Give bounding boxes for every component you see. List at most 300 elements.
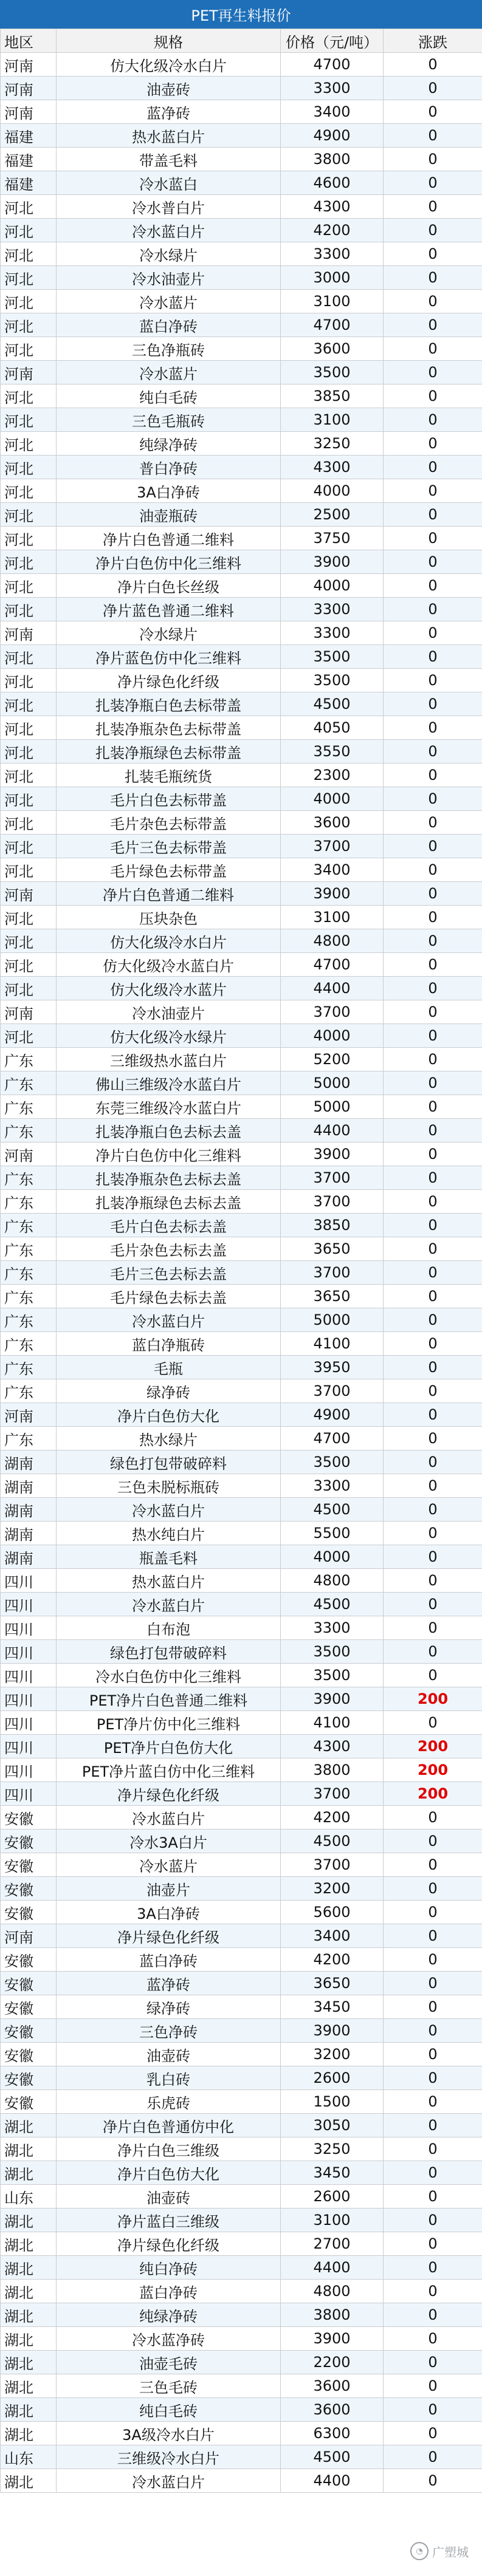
table-row (1, 53, 482, 77)
cell-spec: 扎装净瓶绿色去标去盖 (57, 1190, 281, 1214)
cell-region: 河南 (1, 1924, 57, 1948)
cell-price: 3850 (281, 384, 384, 408)
table-row (1, 645, 482, 669)
cell-region: 安徽 (1, 1806, 57, 1830)
cell-spec: 三维级热水蓝白片 (57, 1048, 281, 1071)
table-row (1, 882, 482, 906)
cell-price: 3600 (281, 2398, 384, 2422)
cell-region: 广东 (1, 1237, 57, 1261)
cell-spec: 三维级冷水白片 (57, 2445, 281, 2469)
table-row (1, 2445, 482, 2469)
cell-price: 2600 (281, 2066, 384, 2090)
cell-region: 河北 (1, 313, 57, 337)
cell-price: 4300 (281, 1735, 384, 1758)
cell-spec: 扎装净瓶绿色去标带盖 (57, 740, 281, 764)
cell-spec: 毛片杂色去标去盖 (57, 1237, 281, 1261)
cell-change: 0 (384, 2043, 482, 2066)
cell-region: 湖南 (1, 1498, 57, 1522)
cell-price: 3750 (281, 527, 384, 550)
cell-region: 安徽 (1, 1853, 57, 1877)
cell-price: 3250 (281, 2137, 384, 2161)
cell-change: 0 (384, 1048, 482, 1071)
cell-change: 0 (384, 1545, 482, 1569)
cell-price: 3900 (281, 882, 384, 906)
cell-price: 3400 (281, 1924, 384, 1948)
cell-region: 湖北 (1, 2137, 57, 2161)
table-row (1, 1995, 482, 2019)
table-row (1, 787, 482, 811)
cell-region: 河北 (1, 503, 57, 527)
table-row (1, 2374, 482, 2398)
cell-spec: 3A级冷水白片 (57, 2422, 281, 2445)
cell-region: 湖南 (1, 1522, 57, 1545)
cell-price: 4900 (281, 124, 384, 148)
table-row (1, 1000, 482, 1024)
cell-spec: 冷水蓝白片 (57, 1593, 281, 1616)
cell-change: 0 (384, 1498, 482, 1522)
cell-spec: 油壶瓶砖 (57, 503, 281, 527)
cell-region: 河北 (1, 953, 57, 977)
cell-change: 0 (384, 1450, 482, 1474)
cell-spec: 毛片白色去标去盖 (57, 1214, 281, 1237)
cell-spec: 瓶盖毛料 (57, 1545, 281, 1569)
table-row (1, 1616, 482, 1640)
cell-change: 0 (384, 2398, 482, 2422)
table-row (1, 953, 482, 977)
cell-spec: PET净片蓝白仿中化三维料 (57, 1758, 281, 1782)
cell-price: 3650 (281, 1237, 384, 1261)
cell-spec: 扎装净瓶白色去标带盖 (57, 692, 281, 716)
cell-price: 4400 (281, 1119, 384, 1143)
cell-change: 0 (384, 195, 482, 219)
cell-change: 0 (384, 692, 482, 716)
table-row (1, 2469, 482, 2493)
cell-spec: 油壶砖 (57, 77, 281, 100)
cell-price: 3300 (281, 1616, 384, 1640)
table-row (1, 432, 482, 456)
cell-region: 四川 (1, 1640, 57, 1664)
cell-change: 0 (384, 384, 482, 408)
cell-change: 0 (384, 313, 482, 337)
cell-price: 5000 (281, 1071, 384, 1095)
cell-change: 0 (384, 124, 482, 148)
cell-price: 4500 (281, 2445, 384, 2469)
cell-price: 3500 (281, 1640, 384, 1664)
cell-spec: 仿大化级冷水白片 (57, 53, 281, 77)
cell-spec: 油壶毛砖 (57, 2351, 281, 2374)
table-row (1, 456, 482, 479)
cell-change: 0 (384, 1948, 482, 1972)
cell-region: 安徽 (1, 1877, 57, 1901)
table-row (1, 171, 482, 195)
cell-spec: 蓝白净砖 (57, 313, 281, 337)
table-row (1, 1285, 482, 1308)
cell-price: 4500 (281, 1498, 384, 1522)
cell-price: 3900 (281, 1143, 384, 1166)
cell-price: 2600 (281, 2185, 384, 2209)
cell-region: 湖北 (1, 2256, 57, 2280)
cell-change: 0 (384, 2280, 482, 2303)
cell-price: 3100 (281, 906, 384, 929)
cell-spec: 扎装净瓶杂色去标去盖 (57, 1166, 281, 1190)
cell-change: 0 (384, 2114, 482, 2137)
table-row (1, 1332, 482, 1356)
cell-price: 4050 (281, 716, 384, 740)
cell-change: 0 (384, 1474, 482, 1498)
cell-region: 安徽 (1, 2043, 57, 2066)
cell-region: 安徽 (1, 1901, 57, 1924)
cell-spec: 冷水绿片 (57, 621, 281, 645)
table-row (1, 1806, 482, 1830)
cell-price: 4700 (281, 53, 384, 77)
cell-change: 0 (384, 2090, 482, 2114)
cell-region: 河南 (1, 361, 57, 384)
table-body (1, 53, 482, 2493)
cell-region: 广东 (1, 1119, 57, 1143)
cell-region: 广东 (1, 1048, 57, 1071)
cell-price: 3650 (281, 1972, 384, 1995)
table-row (1, 1071, 482, 1095)
cell-region: 湖北 (1, 2327, 57, 2351)
table-row (1, 1593, 482, 1616)
cell-region: 河北 (1, 456, 57, 479)
cell-spec: 纯白毛砖 (57, 384, 281, 408)
cell-spec: 冷水蓝白 (57, 171, 281, 195)
table-row (1, 1901, 482, 1924)
table-row (1, 1687, 482, 1711)
cell-spec: 冷水油壶片 (57, 266, 281, 290)
cell-region: 湖北 (1, 2374, 57, 2398)
cell-change: 0 (384, 1664, 482, 1687)
cell-price: 5000 (281, 1095, 384, 1119)
cell-region: 广东 (1, 1261, 57, 1285)
cell-price: 3200 (281, 2043, 384, 2066)
table-row (1, 1356, 482, 1379)
cell-price: 3900 (281, 2019, 384, 2043)
table-row (1, 2019, 482, 2043)
cell-region: 广东 (1, 1332, 57, 1356)
table-row (1, 1261, 482, 1285)
cell-region: 湖北 (1, 2114, 57, 2137)
cell-price: 3700 (281, 1782, 384, 1806)
table-row (1, 1024, 482, 1048)
cell-change: 0 (384, 645, 482, 669)
cell-spec: 蓝白净瓶砖 (57, 1332, 281, 1356)
cell-region: 河北 (1, 337, 57, 361)
cell-region: 河北 (1, 716, 57, 740)
cell-price: 3700 (281, 1853, 384, 1877)
cell-price: 4700 (281, 1427, 384, 1450)
cell-change: 0 (384, 1261, 482, 1285)
table-row (1, 1308, 482, 1332)
cell-spec: 蓝白净砖 (57, 1948, 281, 1972)
cell-change: 0 (384, 1214, 482, 1237)
cell-spec: 绿净砖 (57, 1379, 281, 1403)
cell-change: 0 (384, 1119, 482, 1143)
cell-change: 0 (384, 2066, 482, 2090)
table-row (1, 2043, 482, 2066)
cell-price: 4700 (281, 313, 384, 337)
cell-region: 四川 (1, 1735, 57, 1758)
cell-change: 0 (384, 1830, 482, 1853)
cell-spec: 冷水绿片 (57, 242, 281, 266)
cell-spec: 冷水蓝白片 (57, 219, 281, 242)
cell-price: 4200 (281, 1948, 384, 1972)
cell-change: 0 (384, 2351, 482, 2374)
table-row (1, 2161, 482, 2185)
cell-spec: 热水蓝白片 (57, 124, 281, 148)
table-row (1, 2137, 482, 2161)
table-row (1, 740, 482, 764)
cell-price: 3550 (281, 740, 384, 764)
cell-region: 河北 (1, 858, 57, 882)
cell-price: 3600 (281, 811, 384, 835)
cell-price: 3600 (281, 2374, 384, 2398)
cell-price: 5000 (281, 1308, 384, 1332)
table-row (1, 266, 482, 290)
cell-change: 0 (384, 1853, 482, 1877)
cell-change: 0 (384, 361, 482, 384)
cell-change: 0 (384, 408, 482, 432)
cell-region: 河北 (1, 527, 57, 550)
table-row (1, 242, 482, 266)
table-row (1, 2114, 482, 2137)
cell-region: 河北 (1, 598, 57, 621)
cell-spec: 绿净砖 (57, 1995, 281, 2019)
cell-change: 0 (384, 1000, 482, 1024)
cell-region: 四川 (1, 1569, 57, 1593)
cell-spec: 净片绿色化纤级 (57, 2232, 281, 2256)
cell-change: 0 (384, 1616, 482, 1640)
cell-price: 3100 (281, 290, 384, 313)
cell-price: 3300 (281, 1474, 384, 1498)
cell-change: 0 (384, 1332, 482, 1356)
table-row (1, 2232, 482, 2256)
cell-change: 0 (384, 621, 482, 645)
cell-change: 0 (384, 550, 482, 574)
cell-price: 4800 (281, 1569, 384, 1593)
cell-region: 广东 (1, 1379, 57, 1403)
header-change: 涨跌 (384, 29, 482, 53)
cell-change: 0 (384, 2303, 482, 2327)
cell-spec: 乳白砖 (57, 2066, 281, 2090)
cell-region: 河北 (1, 645, 57, 669)
table-row (1, 1214, 482, 1237)
cell-price: 3250 (281, 432, 384, 456)
cell-spec: 佛山三维级冷水蓝白片 (57, 1071, 281, 1095)
cell-price: 3700 (281, 1166, 384, 1190)
table-row (1, 2303, 482, 2327)
cell-region: 广东 (1, 1071, 57, 1095)
cell-region: 安徽 (1, 1995, 57, 2019)
table-row (1, 2422, 482, 2445)
table-row (1, 858, 482, 882)
cell-spec: 毛片三色去标去盖 (57, 1261, 281, 1285)
cell-region: 河北 (1, 242, 57, 266)
cell-change: 0 (384, 740, 482, 764)
cell-price: 3450 (281, 1995, 384, 2019)
table-row (1, 1403, 482, 1427)
cell-price: 4400 (281, 977, 384, 1000)
cell-spec: 蓝白净砖 (57, 2280, 281, 2303)
cell-spec: 毛片杂色去标带盖 (57, 811, 281, 835)
table-row (1, 1166, 482, 1190)
cell-price: 3900 (281, 2327, 384, 2351)
cell-price: 3700 (281, 1000, 384, 1024)
cell-region: 河南 (1, 882, 57, 906)
table-row (1, 124, 482, 148)
cell-region: 安徽 (1, 2090, 57, 2114)
table-row (1, 1640, 482, 1664)
cell-change: 0 (384, 2445, 482, 2469)
cell-price: 3400 (281, 100, 384, 124)
cell-spec: 扎装净瓶杂色去标带盖 (57, 716, 281, 740)
table-row (1, 1237, 482, 1261)
cell-price: 3850 (281, 1214, 384, 1237)
cell-region: 湖南 (1, 1450, 57, 1474)
table-row (1, 764, 482, 787)
cell-change: 0 (384, 2185, 482, 2209)
table-row (1, 2185, 482, 2209)
cell-change: 0 (384, 171, 482, 195)
cell-spec: 仿大化级冷水蓝白片 (57, 953, 281, 977)
cell-price: 3300 (281, 598, 384, 621)
cell-change: 0 (384, 1593, 482, 1616)
cell-price: 4500 (281, 1830, 384, 1853)
table-row (1, 929, 482, 953)
cell-change: 0 (384, 811, 482, 835)
cell-spec: 冷水3A白片 (57, 1830, 281, 1853)
cell-change: 0 (384, 527, 482, 550)
cell-price: 4300 (281, 456, 384, 479)
cell-price: 4600 (281, 171, 384, 195)
cell-spec: 净片绿色化纤级 (57, 1782, 281, 1806)
header-spec: 规格 (57, 29, 281, 53)
cell-price: 3500 (281, 1664, 384, 1687)
cell-change: 0 (384, 1379, 482, 1403)
table-row (1, 384, 482, 408)
cell-change: 0 (384, 1071, 482, 1095)
cell-region: 河北 (1, 479, 57, 503)
cell-change: 0 (384, 290, 482, 313)
table-row (1, 811, 482, 835)
cell-region: 河北 (1, 787, 57, 811)
cell-spec: 油壶片 (57, 1877, 281, 1901)
header-row (1, 29, 482, 53)
cell-spec: 净片白色仿中化三维料 (57, 550, 281, 574)
cell-region: 四川 (1, 1687, 57, 1711)
table-row (1, 2280, 482, 2303)
cell-change: 200 (384, 1687, 482, 1711)
cell-price: 3050 (281, 2114, 384, 2137)
chat-bubble-icon: ◔ (410, 2542, 429, 2560)
cell-change: 0 (384, 266, 482, 290)
table-row (1, 1711, 482, 1735)
cell-spec: 扎装净瓶白色去标去盖 (57, 1119, 281, 1143)
cell-region: 河北 (1, 219, 57, 242)
cell-price: 3600 (281, 337, 384, 361)
cell-region: 河南 (1, 53, 57, 77)
table-row (1, 716, 482, 740)
cell-spec: 冷水蓝白片 (57, 1806, 281, 1830)
cell-spec: 纯绿净砖 (57, 432, 281, 456)
table-row (1, 148, 482, 171)
cell-region: 广东 (1, 1214, 57, 1237)
cell-price: 5500 (281, 1522, 384, 1545)
cell-region: 河北 (1, 384, 57, 408)
cell-change: 0 (384, 835, 482, 858)
cell-price: 4000 (281, 1024, 384, 1048)
table-row (1, 574, 482, 598)
cell-spec: 毛片绿色去标去盖 (57, 1285, 281, 1308)
cell-price: 3900 (281, 550, 384, 574)
cell-spec: 冷水蓝白片 (57, 1308, 281, 1332)
cell-price: 4500 (281, 692, 384, 716)
cell-spec: 三色净砖 (57, 2019, 281, 2043)
table-row (1, 669, 482, 692)
cell-region: 河北 (1, 432, 57, 456)
cell-spec: 热水绿片 (57, 1427, 281, 1450)
cell-price: 3700 (281, 1261, 384, 1285)
cell-change: 0 (384, 148, 482, 171)
cell-change: 0 (384, 219, 482, 242)
cell-spec: 冷水普白片 (57, 195, 281, 219)
cell-region: 河北 (1, 669, 57, 692)
cell-region: 河南 (1, 77, 57, 100)
table-row (1, 1853, 482, 1877)
cell-spec: 冷水白色仿中化三维料 (57, 1664, 281, 1687)
cell-spec: 冷水蓝片 (57, 1853, 281, 1877)
cell-change: 0 (384, 1356, 482, 1379)
cell-region: 河北 (1, 266, 57, 290)
cell-region: 湖南 (1, 1474, 57, 1498)
sheet-title: PET再生料报价 (0, 0, 482, 29)
cell-region: 四川 (1, 1711, 57, 1735)
cell-price: 2300 (281, 764, 384, 787)
cell-change: 0 (384, 1640, 482, 1664)
cell-spec: 净片白色普通仿中化 (57, 2114, 281, 2137)
table-row (1, 1664, 482, 1687)
cell-change: 0 (384, 503, 482, 527)
table-row (1, 906, 482, 929)
table-row (1, 1119, 482, 1143)
table-row (1, 1095, 482, 1119)
cell-price: 3100 (281, 408, 384, 432)
cell-region: 河北 (1, 550, 57, 574)
cell-spec: 热水纯白片 (57, 1522, 281, 1545)
table-row (1, 1948, 482, 1972)
table-row (1, 1735, 482, 1758)
cell-change: 0 (384, 1143, 482, 1166)
cell-change: 0 (384, 1095, 482, 1119)
table-row (1, 100, 482, 124)
table-row (1, 2398, 482, 2422)
cell-change: 0 (384, 574, 482, 598)
cell-price: 3300 (281, 621, 384, 645)
cell-region: 河北 (1, 408, 57, 432)
cell-region: 广东 (1, 1095, 57, 1119)
table-row (1, 479, 482, 503)
table-row (1, 195, 482, 219)
cell-region: 河南 (1, 621, 57, 645)
cell-spec: 油壶砖 (57, 2185, 281, 2209)
table-row (1, 550, 482, 574)
cell-region: 湖南 (1, 1545, 57, 1569)
cell-spec: 冷水蓝净砖 (57, 2327, 281, 2351)
table-row (1, 1427, 482, 1450)
cell-region: 湖北 (1, 2161, 57, 2185)
cell-price: 4200 (281, 1806, 384, 1830)
